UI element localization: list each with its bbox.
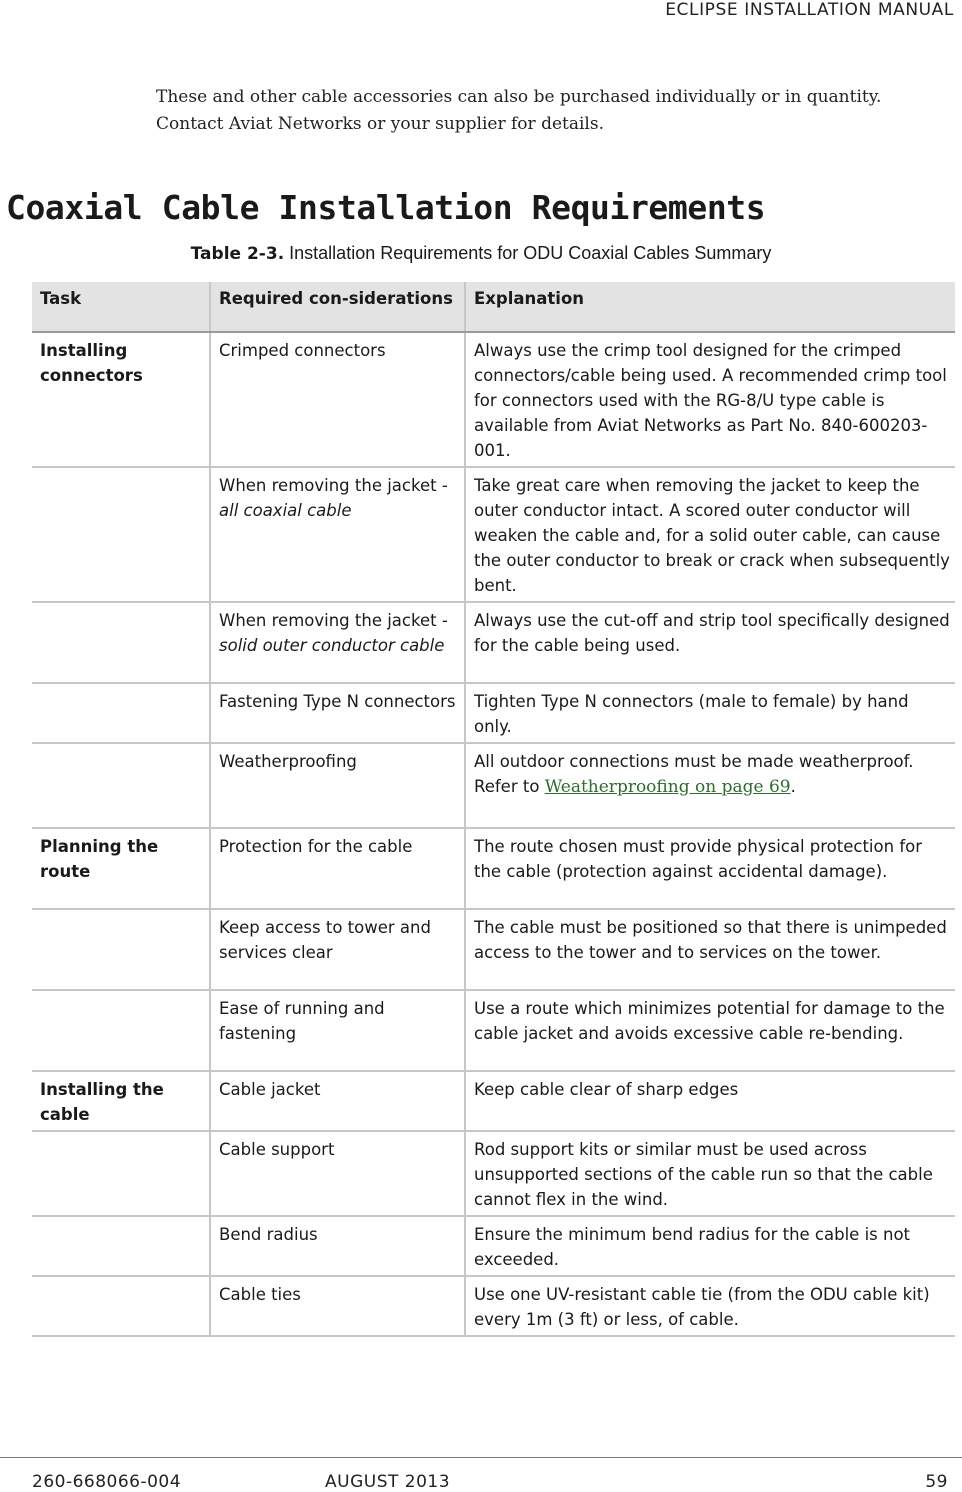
consideration-emphasis: solid outer conductor cable: [219, 636, 445, 655]
table-row: [32, 828, 955, 909]
task-cell: [32, 683, 210, 743]
table-row: [32, 1276, 955, 1336]
task-cell: [32, 1131, 210, 1216]
consideration-cell: Weatherproofing: [210, 743, 465, 828]
explanation-cell: The route chosen must provide physical protection for the cable (protection against accidental damage).: [465, 828, 955, 909]
table-row: [32, 1131, 955, 1216]
intro-paragraph: [156, 84, 946, 138]
requirements-table: [32, 282, 955, 1337]
explanation-cell: Tighten Type N connectors (male to female) by hand only.: [465, 683, 955, 743]
table-row: [32, 743, 955, 828]
table-row: [32, 1071, 955, 1131]
table-caption-text: Installation Requirements for ODU Coaxial Cables Summary: [284, 243, 772, 263]
explanation-cell: Ensure the minimum bend radius for the cable is not exceeded.: [465, 1216, 955, 1276]
task-cell: [32, 909, 210, 990]
explanation-cell: [465, 743, 955, 828]
task-cell: [32, 990, 210, 1071]
table-row: [32, 602, 955, 683]
explanation-cell: Rod support kits or similar must be used across unsupported sections of the cable run so that the cable cannot flex in the wind.: [465, 1131, 955, 1216]
intro-line: These and other cable accessories can also be purchased individually or in quantity.: [156, 87, 882, 107]
table-caption-number: Table 2-3.: [190, 244, 285, 264]
running-header: ECLIPSE INSTALLATION MANUAL: [665, 0, 954, 20]
explanation-cell: The cable must be positioned so that there is unimpeded access to the tower and to services on the tower.: [465, 909, 955, 990]
header-explanation: Explanation: [465, 282, 955, 332]
weatherproofing-link[interactable]: Weatherproofing on page 69: [544, 777, 791, 797]
consideration-emphasis: all coaxial cable: [219, 501, 352, 520]
task-cell: [32, 467, 210, 602]
section-heading: Coaxial Cable Installation Requirements: [6, 188, 766, 227]
intro-line: Contact Aviat Networks or your supplier for details.: [156, 114, 604, 134]
task-cell: [32, 1216, 210, 1276]
explanation-cell: Use a route which minimizes potential for damage to the cable jacket and avoids excessive cable re-bending.: [465, 990, 955, 1071]
task-cell: [32, 602, 210, 683]
explanation-text: .: [790, 777, 796, 796]
table-row: [32, 990, 955, 1071]
explanation-cell: Use one UV-resistant cable tie (from the ODU cable kit) every 1m (3 ft) or less, of cable.: [465, 1276, 955, 1336]
explanation-text: All outdoor connections must be made weatherproof. Refer to: [474, 752, 914, 796]
table-row: [32, 683, 955, 743]
task-cell: [32, 1276, 210, 1336]
consideration-cell: Protection for the cable: [210, 828, 465, 909]
consideration-cell: Crimped connectors: [210, 332, 465, 467]
table-row: [32, 467, 955, 602]
consideration-cell: Bend radius: [210, 1216, 465, 1276]
table-row: [32, 332, 955, 467]
header-considerations: Required con-siderations: [210, 282, 465, 332]
consideration-cell: Cable ties: [210, 1276, 465, 1336]
consideration-text: When removing the jacket -: [219, 611, 448, 630]
task-cell: Installing connectors: [32, 332, 210, 467]
consideration-cell: Keep access to tower and services clear: [210, 909, 465, 990]
footer-date: AUGUST 2013: [325, 1472, 451, 1492]
consideration-cell: Fastening Type N connectors: [210, 683, 465, 743]
explanation-cell: Keep cable clear of sharp edges: [465, 1071, 955, 1131]
task-cell: Installing the cable: [32, 1071, 210, 1131]
header-task: Task: [32, 282, 210, 332]
consideration-cell: Cable support: [210, 1131, 465, 1216]
task-cell: [32, 743, 210, 828]
explanation-cell: Always use the cut-off and strip tool specifically designed for the cable being used.: [465, 602, 955, 683]
consideration-cell: Ease of running and fastening: [210, 990, 465, 1071]
table-header-row: [32, 282, 955, 332]
consideration-cell: Cable jacket: [210, 1071, 465, 1131]
consideration-cell: [210, 467, 465, 602]
task-cell: Planning the route: [32, 828, 210, 909]
table-row: [32, 909, 955, 990]
explanation-cell: Take great care when removing the jacket to keep the outer conductor intact. A scored outer conductor will weaken the cable and, for a solid outer cable, can cause the outer conductor to break or crack when subsequently bent.: [465, 467, 955, 602]
footer-doc-number: 260-668066-004: [32, 1472, 182, 1492]
consideration-text: When removing the jacket -: [219, 476, 448, 495]
footer-page-number: 59: [925, 1472, 948, 1492]
consideration-cell: [210, 602, 465, 683]
table-caption: [0, 243, 962, 264]
explanation-cell: Always use the crimp tool designed for the crimped connectors/cable being used. A recommended crimp tool for connectors used with the RG-8/U type cable is available from Aviat Networks as Part No. 840-600203-001.: [465, 332, 955, 467]
table-row: [32, 1216, 955, 1276]
footer-divider: [0, 1457, 962, 1458]
